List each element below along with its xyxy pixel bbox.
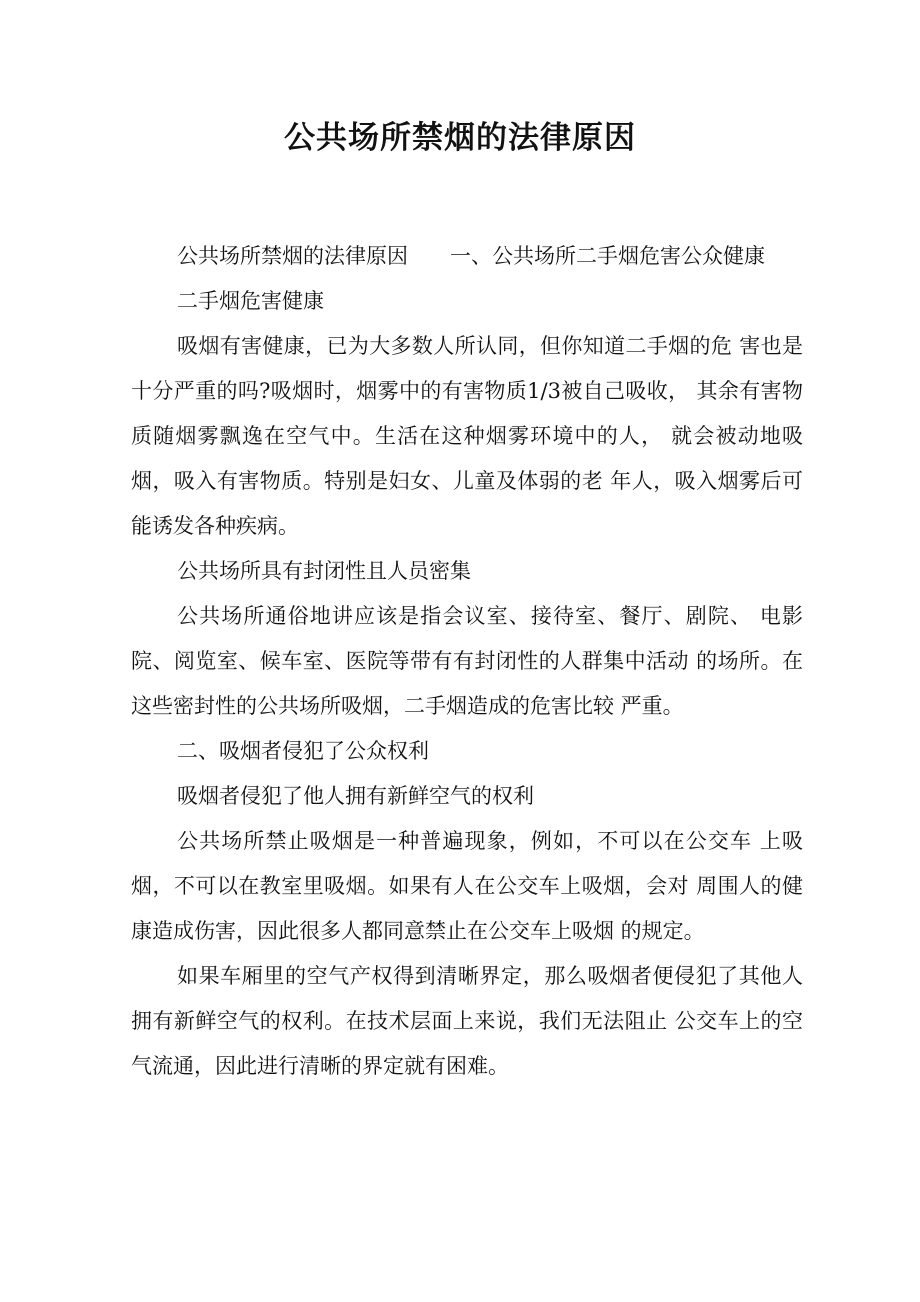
document-body	[131, 234, 803, 1089]
document-title: 公共场所禁烟的法律原因	[284, 120, 636, 156]
subheading-fresh-air-right: 吸烟者侵犯了他人拥有新鲜空气的权利	[177, 784, 534, 808]
section-heading-rights: 二、吸烟者侵犯了公众权利	[177, 739, 429, 763]
paragraph-enclosed-crowded: 公共场所通俗地讲应该是指会议室、接待室、餐厅、剧院、 电影院、阅览室、候车室、医院等带有有封闭性的人群集中活动 的场所。在这些密封性的公共场所吸烟，二手烟造成的危害比较 严重。	[131, 604, 803, 718]
paragraph-intro: 公共场所禁烟的法律原因 一、公共场所二手烟危害公众健康	[177, 244, 765, 268]
subheading-secondhand-smoke: 二手烟危害健康	[177, 289, 324, 313]
paragraph-secondhand-smoke: 吸烟有害健康，已为大多数人所认同，但你知道二手烟的危 害也是十分严重的吗?吸烟时，烟雾中的有害物质1/3被自己吸收， 其余有害物质随烟雾飘逸在空气中。生活在这种烟雾环境中的人， 就会被动地吸烟，吸入有害物质。特别是妇女、儿童及体弱的老 年人，吸入烟雾后可能诱发各种疾病。	[131, 334, 803, 538]
subheading-enclosed-crowded: 公共场所具有封闭性且人员密集	[177, 559, 471, 583]
paragraph-public-ban: 公共场所禁止吸烟是一种普遍现象，例如，不可以在公交车 上吸烟，不可以在教室里吸烟。如果有人在公交车上吸烟，会对 周围人的健康造成伤害，因此很多人都同意禁止在公交车上吸烟 的规定。	[131, 829, 803, 943]
paragraph-property-rights: 如果车厢里的空气产权得到清晰界定，那么吸烟者便侵犯了其他人拥有新鲜空气的权利。在技术层面上来说，我们无法阻止 公交车上的空气流通，因此进行清晰的界定就有困难。	[131, 964, 803, 1078]
